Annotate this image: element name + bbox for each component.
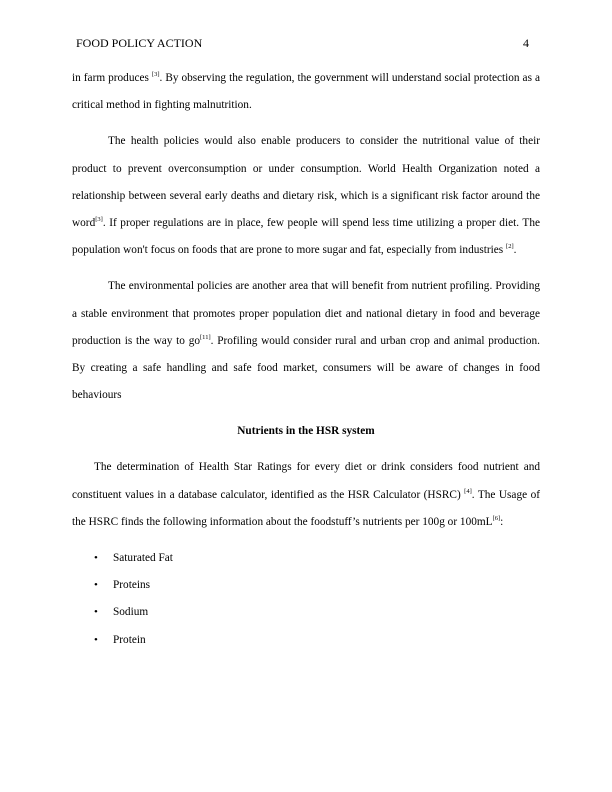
text-run: The determination of Health Star Ratings for every diet or drink considers food nutrient and constituent values in a database calculator, identified as the HSR Calculator (HSRC) xyxy=(72,461,540,501)
text-run: . xyxy=(513,244,517,257)
list-item-text: Protein xyxy=(113,633,146,646)
paragraph-1 xyxy=(72,65,540,119)
citation: [4] xyxy=(464,487,472,495)
text-run: . The Usage of the HSRC finds the following information about the foodstuff’s nutrients per 100g or 100mL xyxy=(72,488,540,528)
citation: [11] xyxy=(200,334,211,342)
list-item-text: Saturated Fat xyxy=(113,552,173,565)
citation: [6] xyxy=(492,515,501,523)
header-title: FOOD POLICY ACTION xyxy=(76,36,203,50)
citation: [3] xyxy=(151,71,160,79)
text-run: The environmental policies are another area that will benefit from nutrient profiling. Providing a stable environment that promotes proper population diet and national dietary in food and beverage production is the way to go xyxy=(72,280,540,347)
section-heading: Nutrients in the HSR system xyxy=(237,425,375,438)
paragraph-4 xyxy=(72,454,540,536)
list-item-text: Proteins xyxy=(113,579,151,592)
paragraph-3 xyxy=(72,273,540,409)
list-item xyxy=(72,545,540,572)
running-header xyxy=(76,34,529,52)
list-item-text: Sodium xyxy=(113,606,149,619)
list-item xyxy=(72,599,540,626)
text-run: The health policies would also enable producers to consider the nutritional value of their product to prevent overconsumption or under consumption. World Health Organization noted a relationship between several early deaths and dietary risk, which is a significant risk factor around the word xyxy=(72,135,540,230)
list-item xyxy=(72,627,540,654)
list-item xyxy=(72,572,540,599)
text-run: . If proper regulations are in place, few people will spend less time utilizing a proper diet. The population won't focus on foods that are prone to more sugar and fat, especially from industries xyxy=(72,217,540,257)
bullet-icon: • xyxy=(94,552,98,565)
text-run: . Profiling would consider rural and urban crop and animal production. By creating a safe handling and safe food market, consumers will be aware of changes in food behaviours xyxy=(72,334,541,402)
text-run: in farm produces xyxy=(72,72,152,84)
page-number: 4 xyxy=(523,36,529,50)
bullet-icon: • xyxy=(94,606,98,619)
bullet-icon: • xyxy=(94,579,98,592)
paragraph-2 xyxy=(72,128,540,264)
citation: [3] xyxy=(95,216,103,224)
citation: [2] xyxy=(506,243,514,251)
bullet-icon: • xyxy=(94,633,98,646)
nutrient-list xyxy=(72,545,540,654)
document-body xyxy=(72,65,540,654)
text-run: : xyxy=(500,515,504,528)
text-run: . By observing the regulation, the government will understand social protection as a critical method in fighting malnutrition. xyxy=(72,72,540,112)
